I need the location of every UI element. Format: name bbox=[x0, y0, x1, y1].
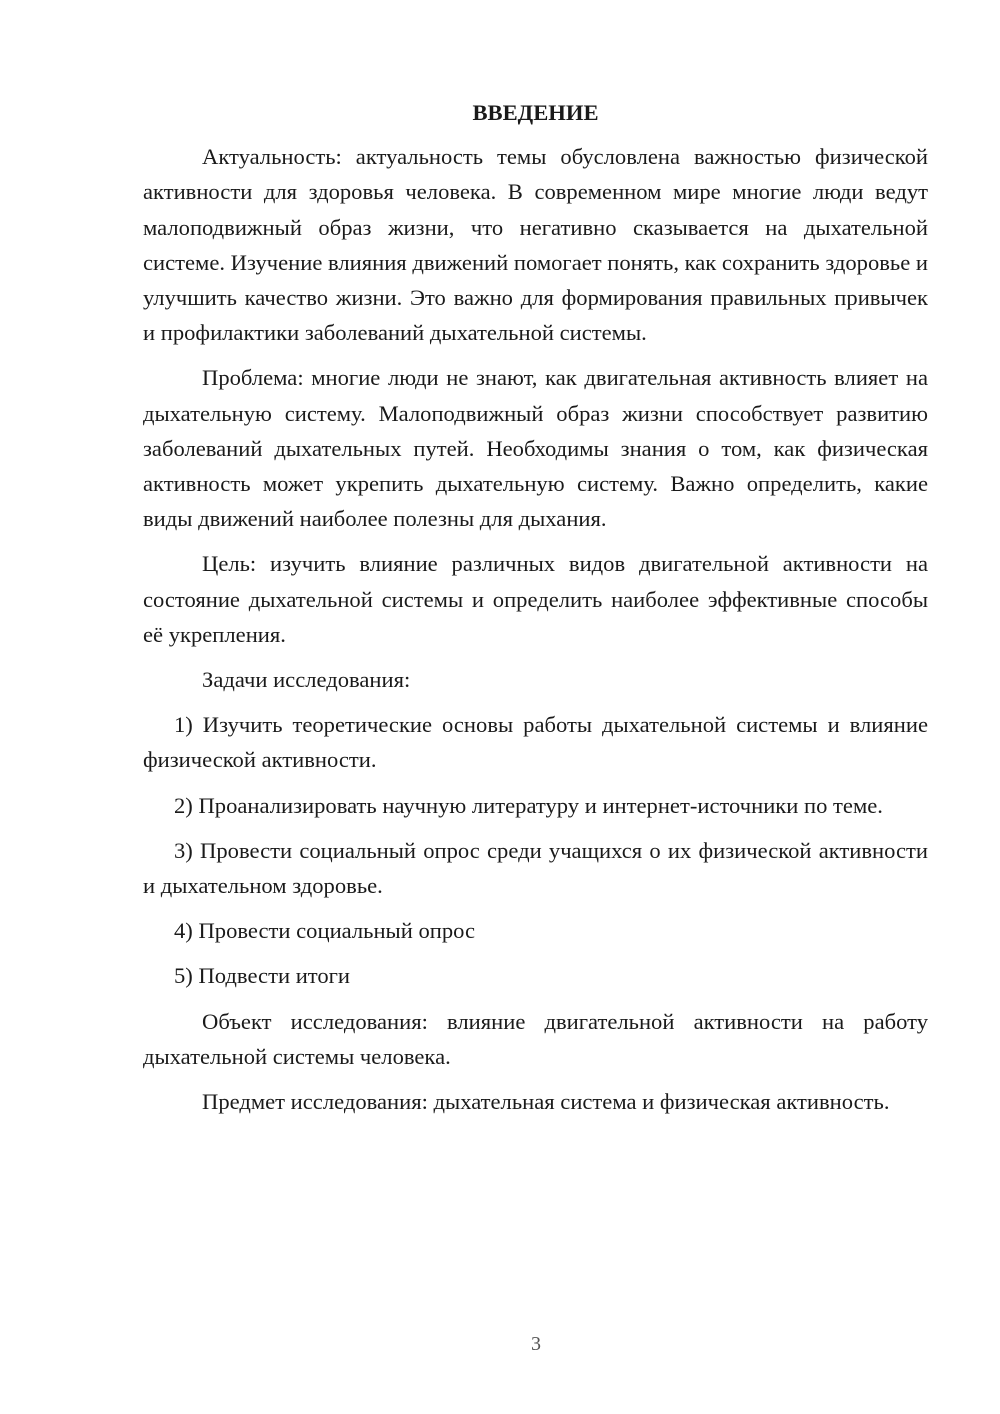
goal-paragraph: Цель: изучить влияние различных видов двигательной активности на состояние дыхательной системы и определить наиболее эффективные способы её укрепления. bbox=[143, 551, 928, 647]
page-number: 3 bbox=[531, 1333, 541, 1355]
page-content bbox=[143, 95, 928, 1129]
object-paragraph: Объект исследования: влияние двигательной активности на работу дыхательной системы человека. bbox=[143, 1008, 928, 1069]
task-item-4: 4) Провести социальный опрос bbox=[174, 918, 476, 944]
tasks-heading: Задачи исследования: bbox=[202, 667, 411, 693]
task-item-1: 1) Изучить теоретические основы работы дыхательной системы и влияние физической активности. bbox=[143, 712, 928, 773]
subject-paragraph: Предмет исследования: дыхательная система и физическая активность. bbox=[202, 1089, 890, 1115]
problem-paragraph: Проблема: многие люди не знают, как двигательная активность влияет на дыхательную систему. Малоподвижный образ жизни способствует развитию заболеваний дыхательных путей. Необходимы знания о том, как физическая активность может укрепить дыхательную систему. Важно определить, какие виды движений наиболее полезны для дыхания. bbox=[143, 365, 928, 532]
task-item-2: 2) Проанализировать научную литературу и интернет-источники по теме. bbox=[174, 792, 883, 818]
task-item-5: 5) Подвести итоги bbox=[174, 963, 351, 989]
section-title: ВВЕДЕНИЕ bbox=[472, 100, 599, 125]
task-item-3: 3) Провести социальный опрос среди учащихся о их физической активности и дыхательном здоровье. bbox=[143, 837, 928, 899]
relevance-paragraph: Актуальность: актуальность темы обусловлена важностью физической активности для здоровья человека. В современном мире многие люди ведут малоподвижный образ жизни, что негативно сказывается на дыхательной системе. Изучение влияния движений помогает понять, как сохранить здоровье и улучшить качество жизни. Это важно для формирования правильных привычек и профилактики заболеваний дыхательной системы. bbox=[143, 144, 928, 346]
